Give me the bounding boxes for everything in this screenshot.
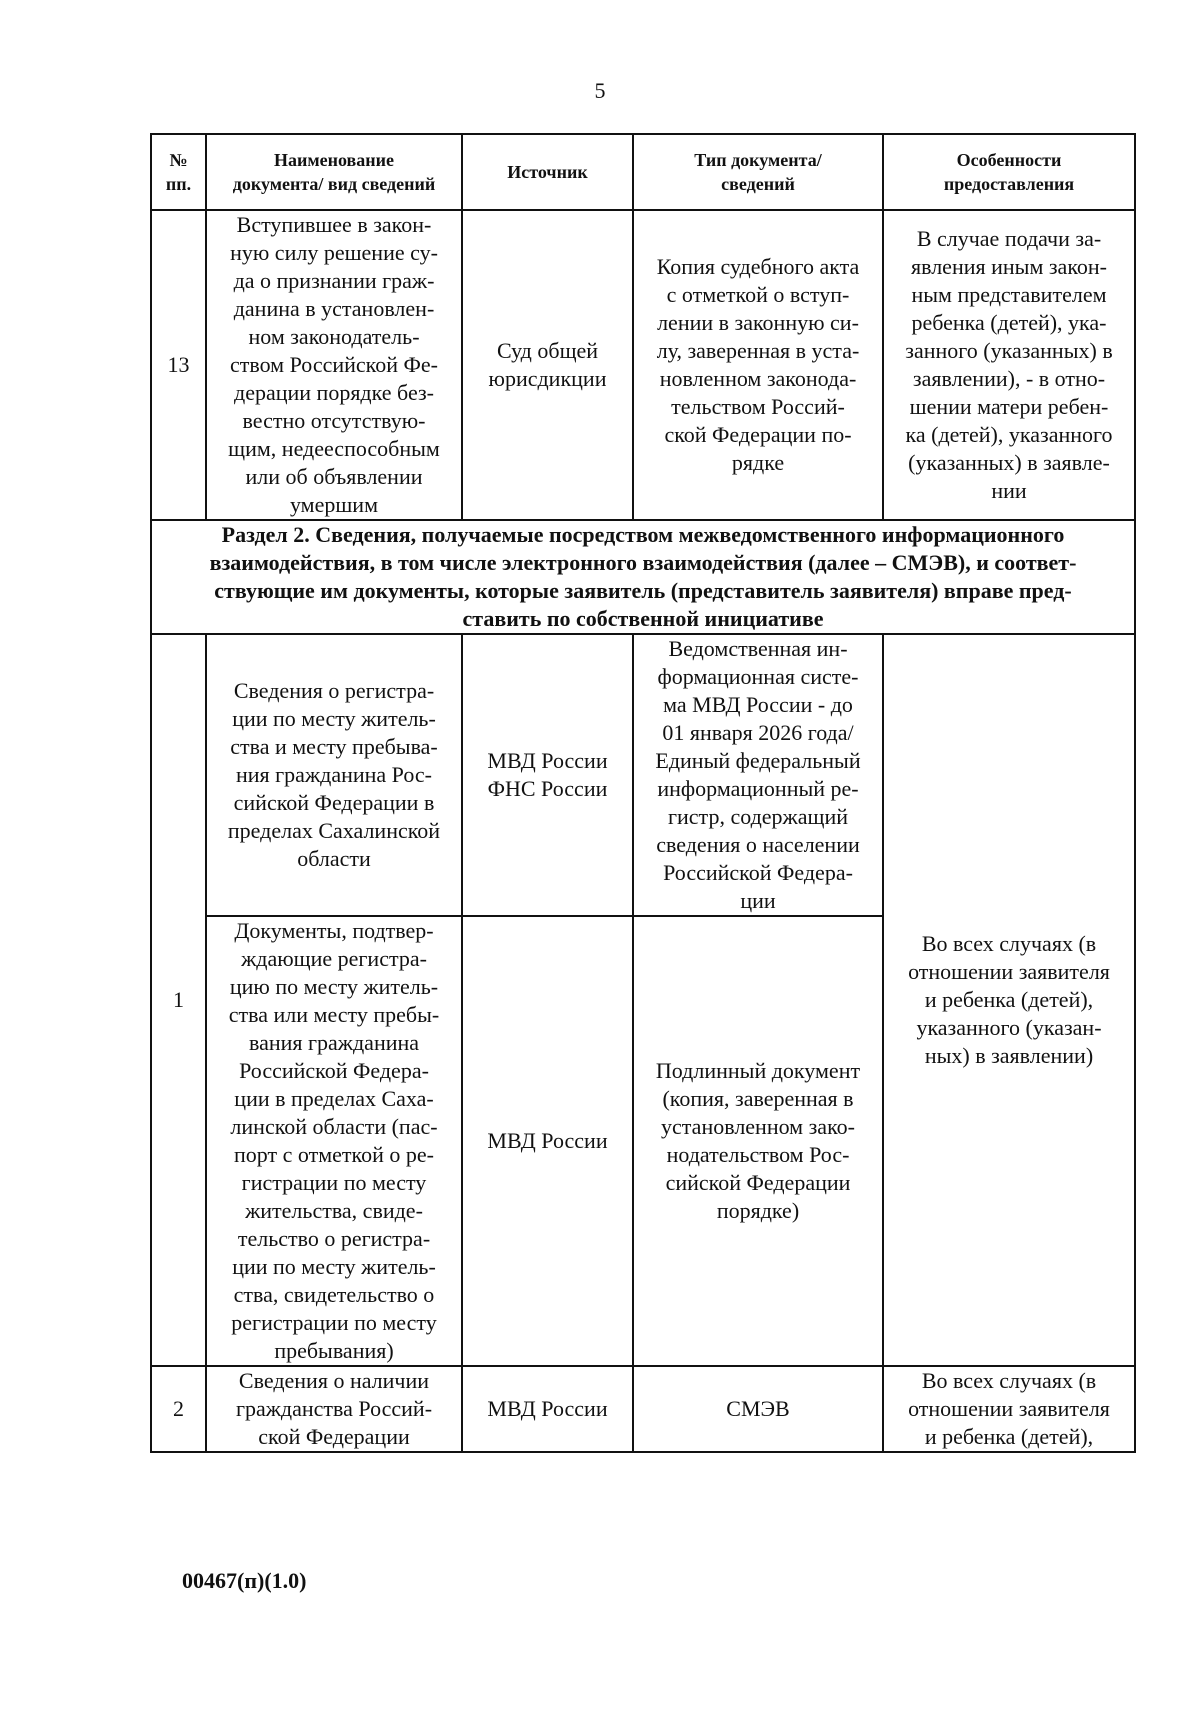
header-source — [462, 134, 633, 210]
row2-name: Сведения о наличии гражданства Россий- ской Федерации — [206, 1366, 462, 1452]
row1a-name: Сведения о регистра- ции по месту житель- ства и месту пребыва- ния гражданина Рос- сийской Федерации в пределах Сахалинской области — [206, 634, 462, 916]
table-row-13 — [151, 210, 1135, 520]
header-num — [151, 134, 206, 210]
section-2-heading: Раздел 2. Сведения, получаемые посредством межведомственного информационного взаимодействия, в том числе электронного взаимодействия (далее – СМЭВ), и соответ- ствующие им документы, которые заявитель (представитель заявителя) вправе пред- ставить по собственной инициативе — [151, 520, 1135, 634]
row1b-type: Подлинный документ (копия, заверенная в установленном зако- нодательством Рос- сийской Федерации порядке) — [633, 916, 883, 1366]
table-row-1a — [151, 634, 1135, 916]
section-2-row — [151, 520, 1135, 634]
row1a-type: Ведомственная ин- формационная систе- ма МВД России - до 01 января 2026 года/ Единый федеральный информационный ре- гистр, содержащий сведения о населении Российской Федера- ции — [633, 634, 883, 916]
row2-type: СМЭВ — [633, 1366, 883, 1452]
document-code: 00467(п)(1.0) — [182, 1568, 307, 1593]
header-name — [206, 134, 462, 210]
table-header-row — [151, 134, 1135, 210]
row13-type: Копия судебного акта с отметкой о вступ- лении в законную си- лу, заверенная в уста- новленном законода- тельством Россий- ской Федерации по- рядке — [633, 210, 883, 520]
row2-source: МВД России — [462, 1366, 633, 1452]
header-features — [883, 134, 1135, 210]
header-features-text: Особенности предоставления — [943, 150, 1075, 194]
row13-num: 13 — [151, 210, 206, 520]
header-name-text: Наименование документа/ вид сведений — [232, 150, 436, 194]
table-row-2 — [151, 1366, 1135, 1452]
documents-table — [150, 133, 1136, 1453]
row1-num: 1 — [151, 634, 206, 1366]
header-num-text: № пп. — [165, 150, 192, 194]
row1b-source: МВД России — [462, 916, 633, 1366]
header-source-text: Источник — [507, 162, 588, 182]
row1a-source: МВД России ФНС России — [462, 634, 633, 916]
row1b-name: Документы, подтвер- ждающие регистра- цию по месту житель- ства или месту пребы- вания гражданина Российской Федера- ции в пределах Саха- линской области (пас- порт с отметкой о ре- гистрации по месту жительства, свиде- тельство о регистра- ции по месту житель- ства, свидетельство о регистрации по месту пребывания) — [206, 916, 462, 1366]
page-number: 5 — [594, 78, 606, 103]
row13-source: Суд общей юрисдикции — [462, 210, 633, 520]
row13-features: В случае подачи за- явления иным закон- ным представителем ребенка (детей), ука- занного (указанных) в заявлении), - в отно- шении матери ребен- ка (детей), указанного (указанных) в заявле- нии — [883, 210, 1135, 520]
row2-num: 2 — [151, 1366, 206, 1452]
header-type-text: Тип документа/ сведений — [694, 150, 822, 194]
row13-name: Вступившее в закон- ную силу решение су- да о признании граж- данина в установлен- ном законодатель- ством Российской Фе- дерации порядке без- вестно отсутствую- щим, недееспособным или об объявлении умершим — [206, 210, 462, 520]
header-type — [633, 134, 883, 210]
row1-features: Во всех случаях (в отношении заявителя и ребенка (детей), указанного (указан- ных) в заявлении) — [883, 634, 1135, 1366]
row2-features: Во всех случаях (в отношении заявителя и ребенка (детей), — [883, 1366, 1135, 1452]
